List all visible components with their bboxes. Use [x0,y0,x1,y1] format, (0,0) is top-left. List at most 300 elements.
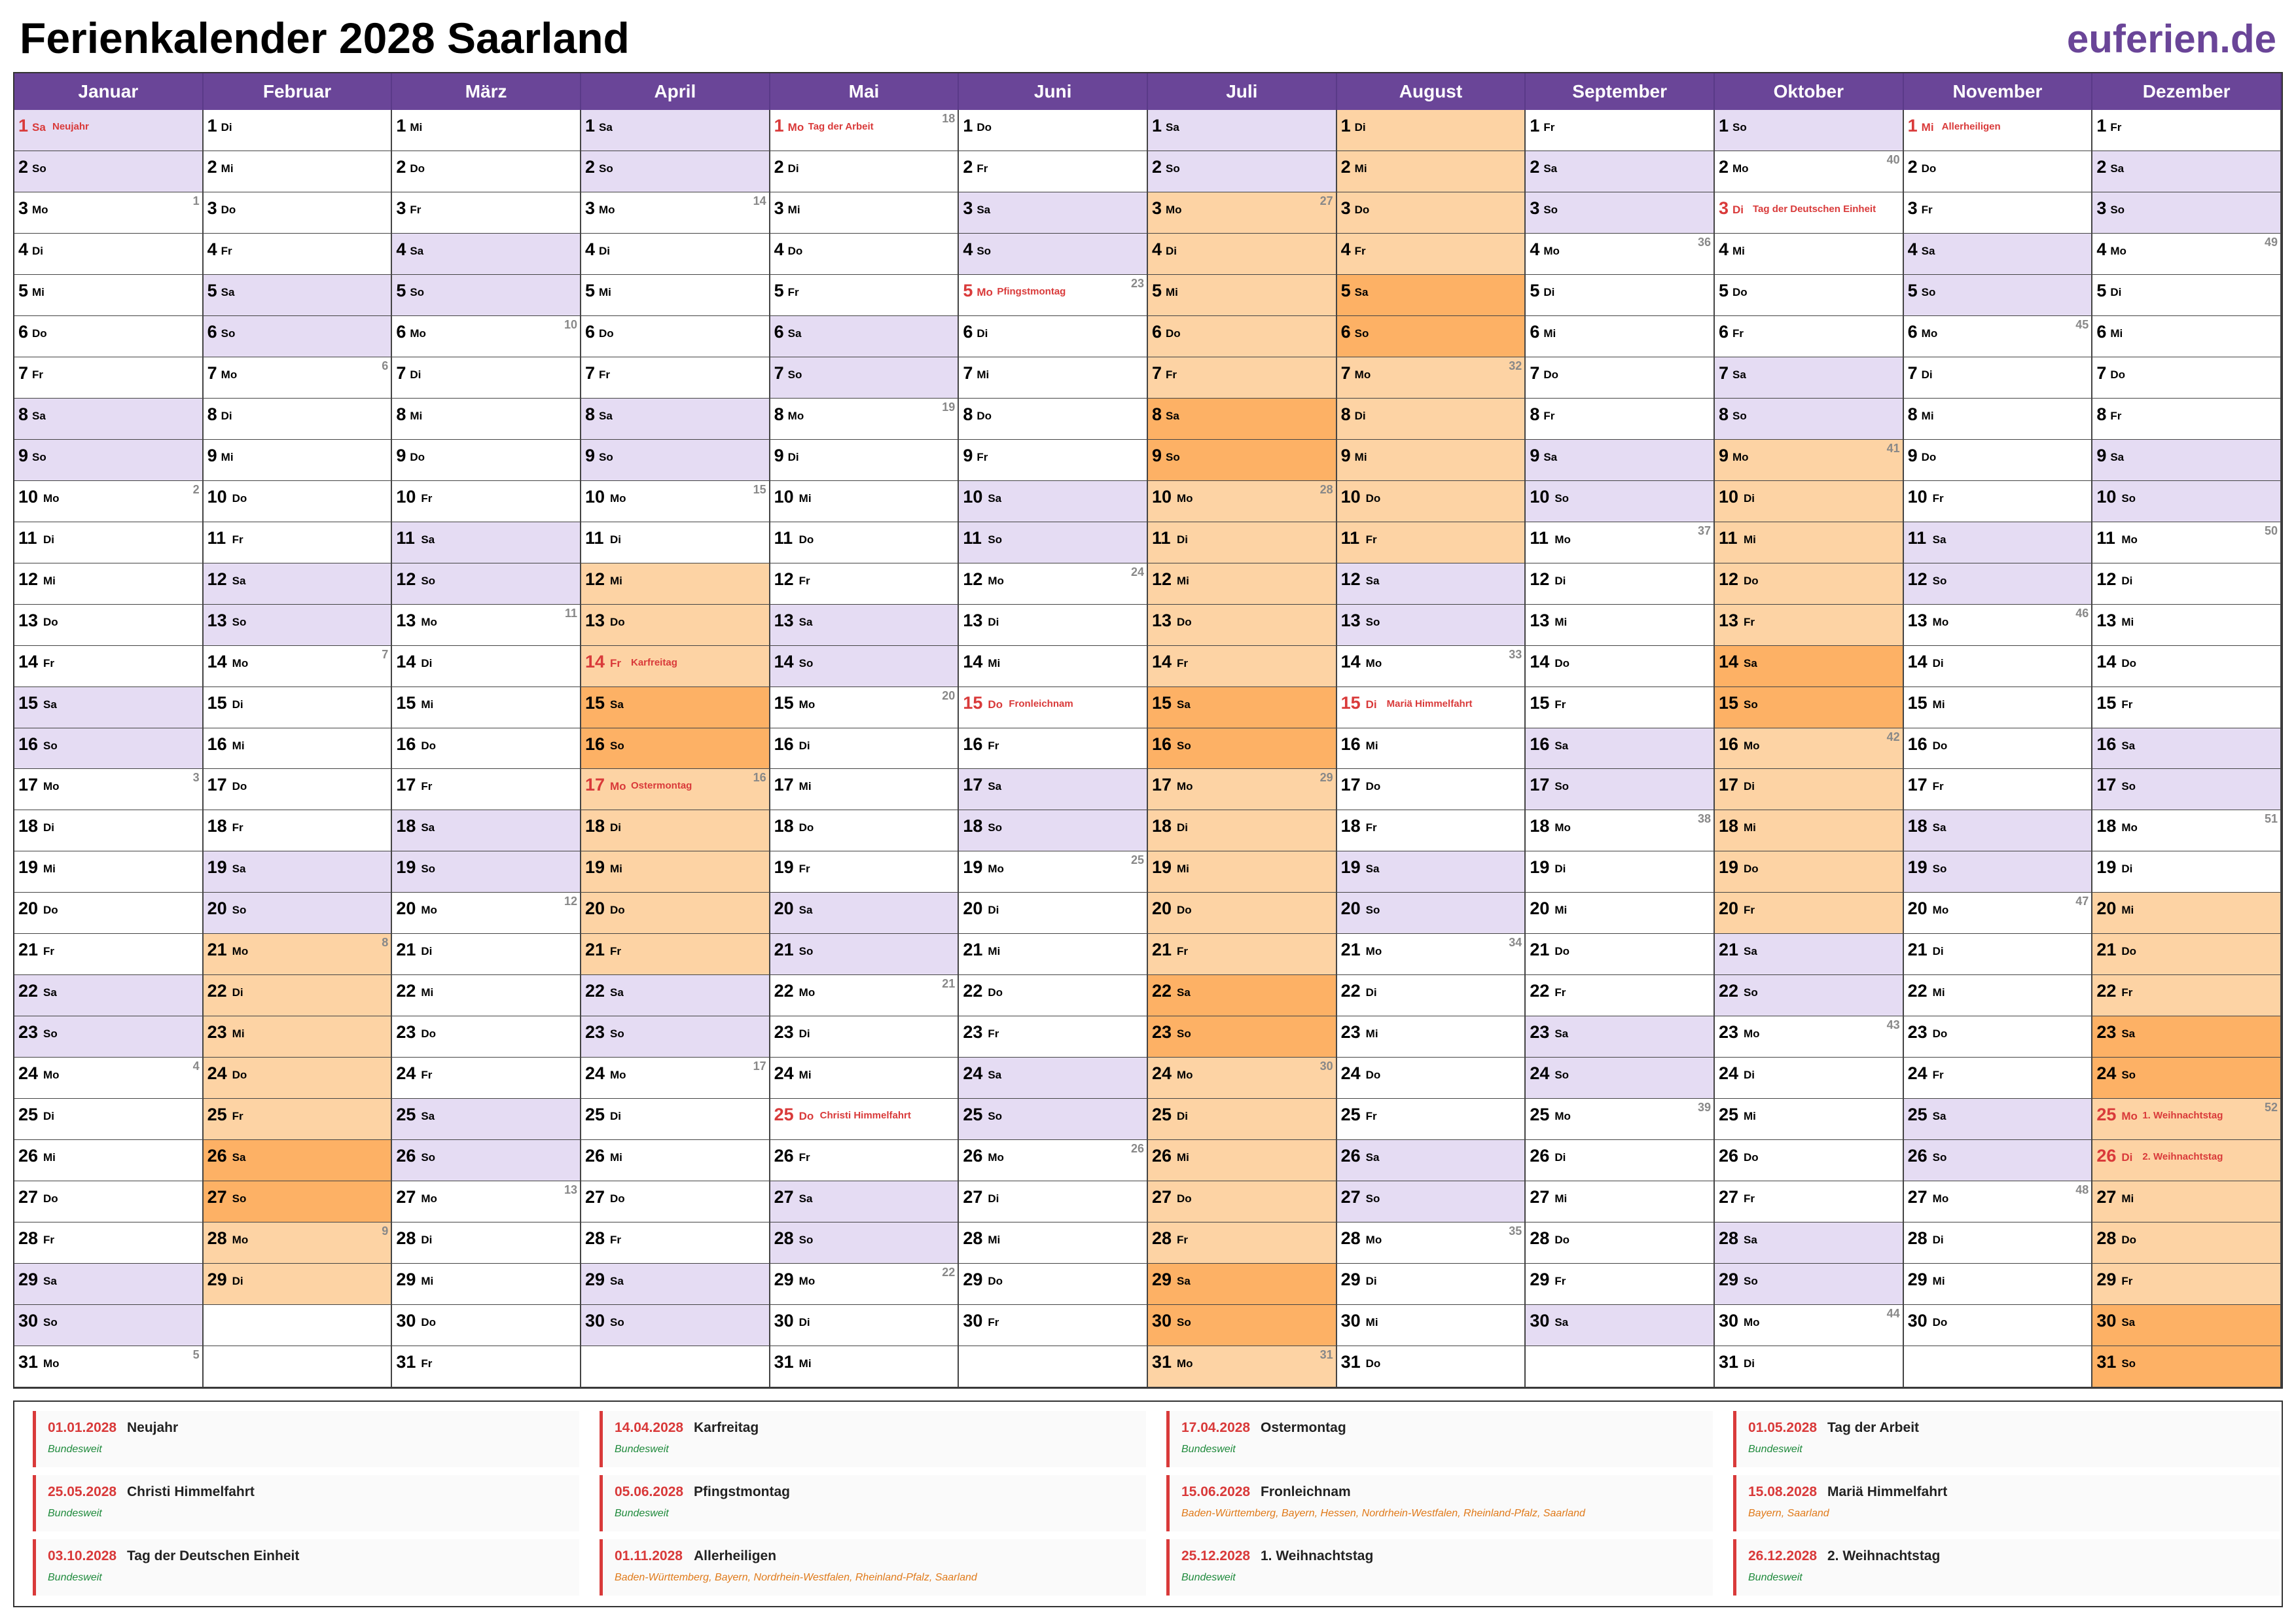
day-cell[interactable] [14,481,204,522]
day-cell[interactable] [14,151,204,192]
day-cell[interactable] [392,316,581,357]
day-cell[interactable] [1148,1140,1337,1181]
day-cell[interactable] [1526,275,1715,316]
day-cell[interactable] [2092,399,2282,440]
day-cell[interactable] [1148,893,1337,934]
day-cell[interactable] [1526,851,1715,893]
day-cell[interactable] [959,151,1148,192]
day-cell[interactable] [1337,646,1526,687]
day-cell[interactable] [1337,851,1526,893]
day-cell[interactable] [1526,399,1715,440]
day-cell[interactable] [581,1305,770,1346]
day-cell[interactable] [14,192,204,234]
day-cell[interactable] [204,316,393,357]
day-cell[interactable] [1526,605,1715,646]
day-cell[interactable] [959,1016,1148,1058]
day-cell[interactable] [1337,151,1526,192]
day-cell[interactable] [1526,440,1715,481]
day-cell[interactable] [1337,605,1526,646]
day-cell[interactable] [204,110,393,151]
day-cell[interactable] [959,563,1148,605]
day-cell[interactable] [1337,687,1526,728]
day-cell[interactable] [1904,357,2093,399]
day-cell[interactable] [204,810,393,851]
day-cell[interactable] [204,1058,393,1099]
day-cell[interactable] [1715,646,1904,687]
day-cell[interactable] [1715,605,1904,646]
day-cell[interactable] [959,769,1148,810]
day-cell[interactable] [392,1222,581,1264]
day-cell[interactable] [581,1016,770,1058]
day-cell[interactable] [204,1181,393,1222]
day-cell[interactable] [14,769,204,810]
day-cell[interactable] [959,1140,1148,1181]
day-cell[interactable] [1526,316,1715,357]
day-cell[interactable] [14,522,204,563]
day-cell[interactable] [1148,1264,1337,1305]
day-cell[interactable] [1715,810,1904,851]
day-cell[interactable] [1904,1181,2093,1222]
day-cell[interactable] [2092,1140,2282,1181]
day-cell[interactable] [14,893,204,934]
day-cell[interactable] [770,646,960,687]
day-cell[interactable] [581,440,770,481]
day-cell[interactable] [959,1181,1148,1222]
day-cell[interactable] [1715,192,1904,234]
day-cell[interactable] [1904,1305,2093,1346]
day-cell[interactable] [1715,769,1904,810]
day-cell[interactable] [959,522,1148,563]
day-cell[interactable] [1337,1058,1526,1099]
day-cell[interactable] [1904,481,2093,522]
day-cell[interactable] [1526,192,1715,234]
day-cell[interactable] [1904,522,2093,563]
day-cell[interactable] [581,399,770,440]
day-cell[interactable] [1337,399,1526,440]
day-cell[interactable] [1715,316,1904,357]
day-cell[interactable] [204,687,393,728]
day-cell[interactable] [1526,975,1715,1016]
day-cell[interactable] [959,357,1148,399]
day-cell[interactable] [1526,728,1715,770]
day-cell[interactable] [770,1346,960,1387]
day-cell[interactable] [1526,151,1715,192]
day-cell[interactable] [1526,769,1715,810]
day-cell[interactable] [392,399,581,440]
day-cell[interactable] [581,522,770,563]
day-cell[interactable] [1715,687,1904,728]
day-cell[interactable] [959,605,1148,646]
day-cell[interactable] [392,110,581,151]
day-cell[interactable] [1337,275,1526,316]
day-cell[interactable] [959,893,1148,934]
day-cell[interactable] [14,1140,204,1181]
day-cell[interactable] [392,1264,581,1305]
day-cell[interactable] [581,1140,770,1181]
day-cell[interactable] [1526,1016,1715,1058]
day-cell[interactable] [1148,192,1337,234]
day-cell[interactable] [1715,1346,1904,1387]
day-cell[interactable] [1904,1264,2093,1305]
day-cell[interactable] [1148,1222,1337,1264]
day-cell[interactable] [581,151,770,192]
day-cell[interactable] [581,1222,770,1264]
day-cell[interactable] [1148,522,1337,563]
day-cell[interactable] [204,893,393,934]
day-cell[interactable] [959,110,1148,151]
day-cell[interactable] [770,810,960,851]
day-cell[interactable] [392,234,581,275]
day-cell[interactable] [1904,563,2093,605]
day-cell[interactable] [204,851,393,893]
day-cell[interactable] [1337,234,1526,275]
day-cell[interactable] [770,1181,960,1222]
day-cell[interactable] [392,151,581,192]
day-cell[interactable] [1715,275,1904,316]
day-cell[interactable] [1148,687,1337,728]
day-cell[interactable] [770,522,960,563]
day-cell[interactable] [2092,357,2282,399]
day-cell[interactable] [1715,110,1904,151]
day-cell[interactable] [2092,316,2282,357]
day-cell[interactable] [1715,563,1904,605]
day-cell[interactable] [1526,1222,1715,1264]
day-cell[interactable] [1526,481,1715,522]
day-cell[interactable] [770,851,960,893]
day-cell[interactable] [392,605,581,646]
day-cell[interactable] [1526,522,1715,563]
day-cell[interactable] [14,440,204,481]
day-cell[interactable] [2092,975,2282,1016]
day-cell[interactable] [1904,151,2093,192]
day-cell[interactable] [1337,481,1526,522]
day-cell[interactable] [770,481,960,522]
day-cell[interactable] [770,687,960,728]
day-cell[interactable] [1904,687,2093,728]
day-cell[interactable] [581,275,770,316]
day-cell[interactable] [14,1346,204,1387]
day-cell[interactable] [959,810,1148,851]
day-cell[interactable] [959,1305,1148,1346]
day-cell[interactable] [204,934,393,975]
day-cell[interactable] [1904,399,2093,440]
day-cell[interactable] [581,192,770,234]
day-cell[interactable] [959,399,1148,440]
day-cell[interactable] [1337,440,1526,481]
day-cell[interactable] [392,687,581,728]
day-cell[interactable] [770,563,960,605]
day-cell[interactable] [14,1222,204,1264]
day-cell[interactable] [392,975,581,1016]
day-cell[interactable] [204,605,393,646]
day-cell[interactable] [581,563,770,605]
day-cell[interactable] [959,934,1148,975]
day-cell[interactable] [959,646,1148,687]
day-cell[interactable] [2092,605,2282,646]
day-cell[interactable] [1904,1140,2093,1181]
day-cell[interactable] [770,605,960,646]
day-cell[interactable] [2092,151,2282,192]
day-cell[interactable] [14,1264,204,1305]
day-cell[interactable] [204,769,393,810]
day-cell[interactable] [581,1264,770,1305]
day-cell[interactable] [204,481,393,522]
day-cell[interactable] [392,1305,581,1346]
day-cell[interactable] [1148,234,1337,275]
day-cell[interactable] [1526,1181,1715,1222]
day-cell[interactable] [1337,1264,1526,1305]
day-cell[interactable] [1337,1181,1526,1222]
day-cell[interactable] [1337,893,1526,934]
day-cell[interactable] [1148,399,1337,440]
day-cell[interactable] [1526,1099,1715,1140]
day-cell[interactable] [392,1016,581,1058]
day-cell[interactable] [204,522,393,563]
day-cell[interactable] [1526,357,1715,399]
day-cell[interactable] [1337,728,1526,770]
day-cell[interactable] [1904,316,2093,357]
day-cell[interactable] [1715,1099,1904,1140]
day-cell[interactable] [2092,522,2282,563]
day-cell[interactable] [1904,934,2093,975]
day-cell[interactable] [959,234,1148,275]
day-cell[interactable] [1148,316,1337,357]
day-cell[interactable] [581,481,770,522]
day-cell[interactable] [14,810,204,851]
day-cell[interactable] [2092,481,2282,522]
day-cell[interactable] [14,934,204,975]
day-cell[interactable] [1148,1181,1337,1222]
day-cell[interactable] [1337,1016,1526,1058]
day-cell[interactable] [959,440,1148,481]
day-cell[interactable] [14,275,204,316]
day-cell[interactable] [204,1016,393,1058]
day-cell[interactable] [1148,934,1337,975]
day-cell[interactable] [1904,646,2093,687]
day-cell[interactable] [581,810,770,851]
day-cell[interactable] [1337,192,1526,234]
day-cell[interactable] [959,481,1148,522]
day-cell[interactable] [204,440,393,481]
day-cell[interactable] [581,234,770,275]
day-cell[interactable] [2092,1181,2282,1222]
day-cell[interactable] [581,934,770,975]
day-cell[interactable] [204,151,393,192]
day-cell[interactable] [392,893,581,934]
day-cell[interactable] [1337,1305,1526,1346]
day-cell[interactable] [1904,851,2093,893]
day-cell[interactable] [1904,1099,2093,1140]
day-cell[interactable] [1904,769,2093,810]
day-cell[interactable] [392,646,581,687]
day-cell[interactable] [770,1222,960,1264]
day-cell[interactable] [1148,769,1337,810]
day-cell[interactable] [14,357,204,399]
day-cell[interactable] [14,110,204,151]
day-cell[interactable] [392,275,581,316]
day-cell[interactable] [770,975,960,1016]
day-cell[interactable] [204,357,393,399]
day-cell[interactable] [1148,810,1337,851]
day-cell[interactable] [1148,151,1337,192]
day-cell[interactable] [1526,563,1715,605]
day-cell[interactable] [14,1058,204,1099]
day-cell[interactable] [1526,687,1715,728]
day-cell[interactable] [14,975,204,1016]
day-cell[interactable] [1715,1222,1904,1264]
day-cell[interactable] [1337,522,1526,563]
day-cell[interactable] [392,851,581,893]
day-cell[interactable] [2092,440,2282,481]
day-cell[interactable] [770,1305,960,1346]
day-cell[interactable] [2092,687,2282,728]
day-cell[interactable] [2092,1058,2282,1099]
day-cell[interactable] [392,440,581,481]
day-cell[interactable] [770,234,960,275]
day-cell[interactable] [1715,522,1904,563]
day-cell[interactable] [581,893,770,934]
day-cell[interactable] [959,851,1148,893]
day-cell[interactable] [392,192,581,234]
day-cell[interactable] [959,975,1148,1016]
day-cell[interactable] [959,316,1148,357]
day-cell[interactable] [14,605,204,646]
day-cell[interactable] [959,275,1148,316]
day-cell[interactable] [14,399,204,440]
day-cell[interactable] [770,934,960,975]
day-cell[interactable] [1148,1016,1337,1058]
day-cell[interactable] [204,646,393,687]
day-cell[interactable] [392,357,581,399]
day-cell[interactable] [204,563,393,605]
day-cell[interactable] [1715,851,1904,893]
day-cell[interactable] [14,646,204,687]
day-cell[interactable] [1715,893,1904,934]
day-cell[interactable] [392,769,581,810]
day-cell[interactable] [204,1222,393,1264]
day-cell[interactable] [1526,810,1715,851]
day-cell[interactable] [1337,810,1526,851]
day-cell[interactable] [2092,563,2282,605]
day-cell[interactable] [14,1016,204,1058]
day-cell[interactable] [1148,605,1337,646]
day-cell[interactable] [392,1346,581,1387]
day-cell[interactable] [2092,234,2282,275]
day-cell[interactable] [1526,646,1715,687]
day-cell[interactable] [14,728,204,770]
day-cell[interactable] [1148,851,1337,893]
day-cell[interactable] [1715,234,1904,275]
day-cell[interactable] [770,151,960,192]
day-cell[interactable] [1337,1140,1526,1181]
day-cell[interactable] [392,1181,581,1222]
day-cell[interactable] [1148,440,1337,481]
brand-logo[interactable]: euferien.de [2066,17,2276,61]
day-cell[interactable] [392,522,581,563]
day-cell[interactable] [2092,275,2282,316]
day-cell[interactable] [392,481,581,522]
day-cell[interactable] [1715,357,1904,399]
day-cell[interactable] [392,728,581,770]
day-cell[interactable] [770,893,960,934]
day-cell[interactable] [2092,728,2282,770]
day-cell[interactable] [581,1099,770,1140]
day-cell[interactable] [204,728,393,770]
day-cell[interactable] [204,1099,393,1140]
day-cell[interactable] [1715,1016,1904,1058]
day-cell[interactable] [2092,1305,2282,1346]
day-cell[interactable] [1148,110,1337,151]
day-cell[interactable] [1715,1140,1904,1181]
day-cell[interactable] [1148,563,1337,605]
day-cell[interactable] [581,357,770,399]
day-cell[interactable] [581,605,770,646]
day-cell[interactable] [770,1058,960,1099]
day-cell[interactable] [1904,728,2093,770]
day-cell[interactable] [1148,1346,1337,1387]
day-cell[interactable] [959,728,1148,770]
day-cell[interactable] [581,851,770,893]
day-cell[interactable] [1904,1016,2093,1058]
day-cell[interactable] [1148,728,1337,770]
day-cell[interactable] [959,1222,1148,1264]
day-cell[interactable] [581,646,770,687]
day-cell[interactable] [1337,769,1526,810]
day-cell[interactable] [1148,1058,1337,1099]
day-cell[interactable] [1337,1099,1526,1140]
day-cell[interactable] [1715,1181,1904,1222]
day-cell[interactable] [770,769,960,810]
day-cell[interactable] [581,975,770,1016]
day-cell[interactable] [204,1264,393,1305]
day-cell[interactable] [1715,934,1904,975]
day-cell[interactable] [1148,357,1337,399]
day-cell[interactable] [1526,234,1715,275]
day-cell[interactable] [1337,975,1526,1016]
day-cell[interactable] [1904,975,2093,1016]
day-cell[interactable] [770,1264,960,1305]
day-cell[interactable] [1904,192,2093,234]
day-cell[interactable] [2092,192,2282,234]
day-cell[interactable] [14,1305,204,1346]
day-cell[interactable] [770,1099,960,1140]
day-cell[interactable] [1715,975,1904,1016]
day-cell[interactable] [1337,934,1526,975]
day-cell[interactable] [14,234,204,275]
day-cell[interactable] [1904,275,2093,316]
day-cell[interactable] [1526,1264,1715,1305]
day-cell[interactable] [2092,1264,2282,1305]
day-cell[interactable] [1715,399,1904,440]
day-cell[interactable] [2092,769,2282,810]
day-cell[interactable] [392,563,581,605]
day-cell[interactable] [204,399,393,440]
day-cell[interactable] [392,1099,581,1140]
day-cell[interactable] [2092,934,2282,975]
day-cell[interactable] [770,1140,960,1181]
day-cell[interactable] [770,275,960,316]
day-cell[interactable] [1148,1099,1337,1140]
day-cell[interactable] [581,316,770,357]
day-cell[interactable] [581,1058,770,1099]
day-cell[interactable] [1148,975,1337,1016]
day-cell[interactable] [1526,1058,1715,1099]
day-cell[interactable] [392,1058,581,1099]
day-cell[interactable] [770,1016,960,1058]
day-cell[interactable] [1148,1305,1337,1346]
day-cell[interactable] [392,1140,581,1181]
day-cell[interactable] [2092,1016,2282,1058]
